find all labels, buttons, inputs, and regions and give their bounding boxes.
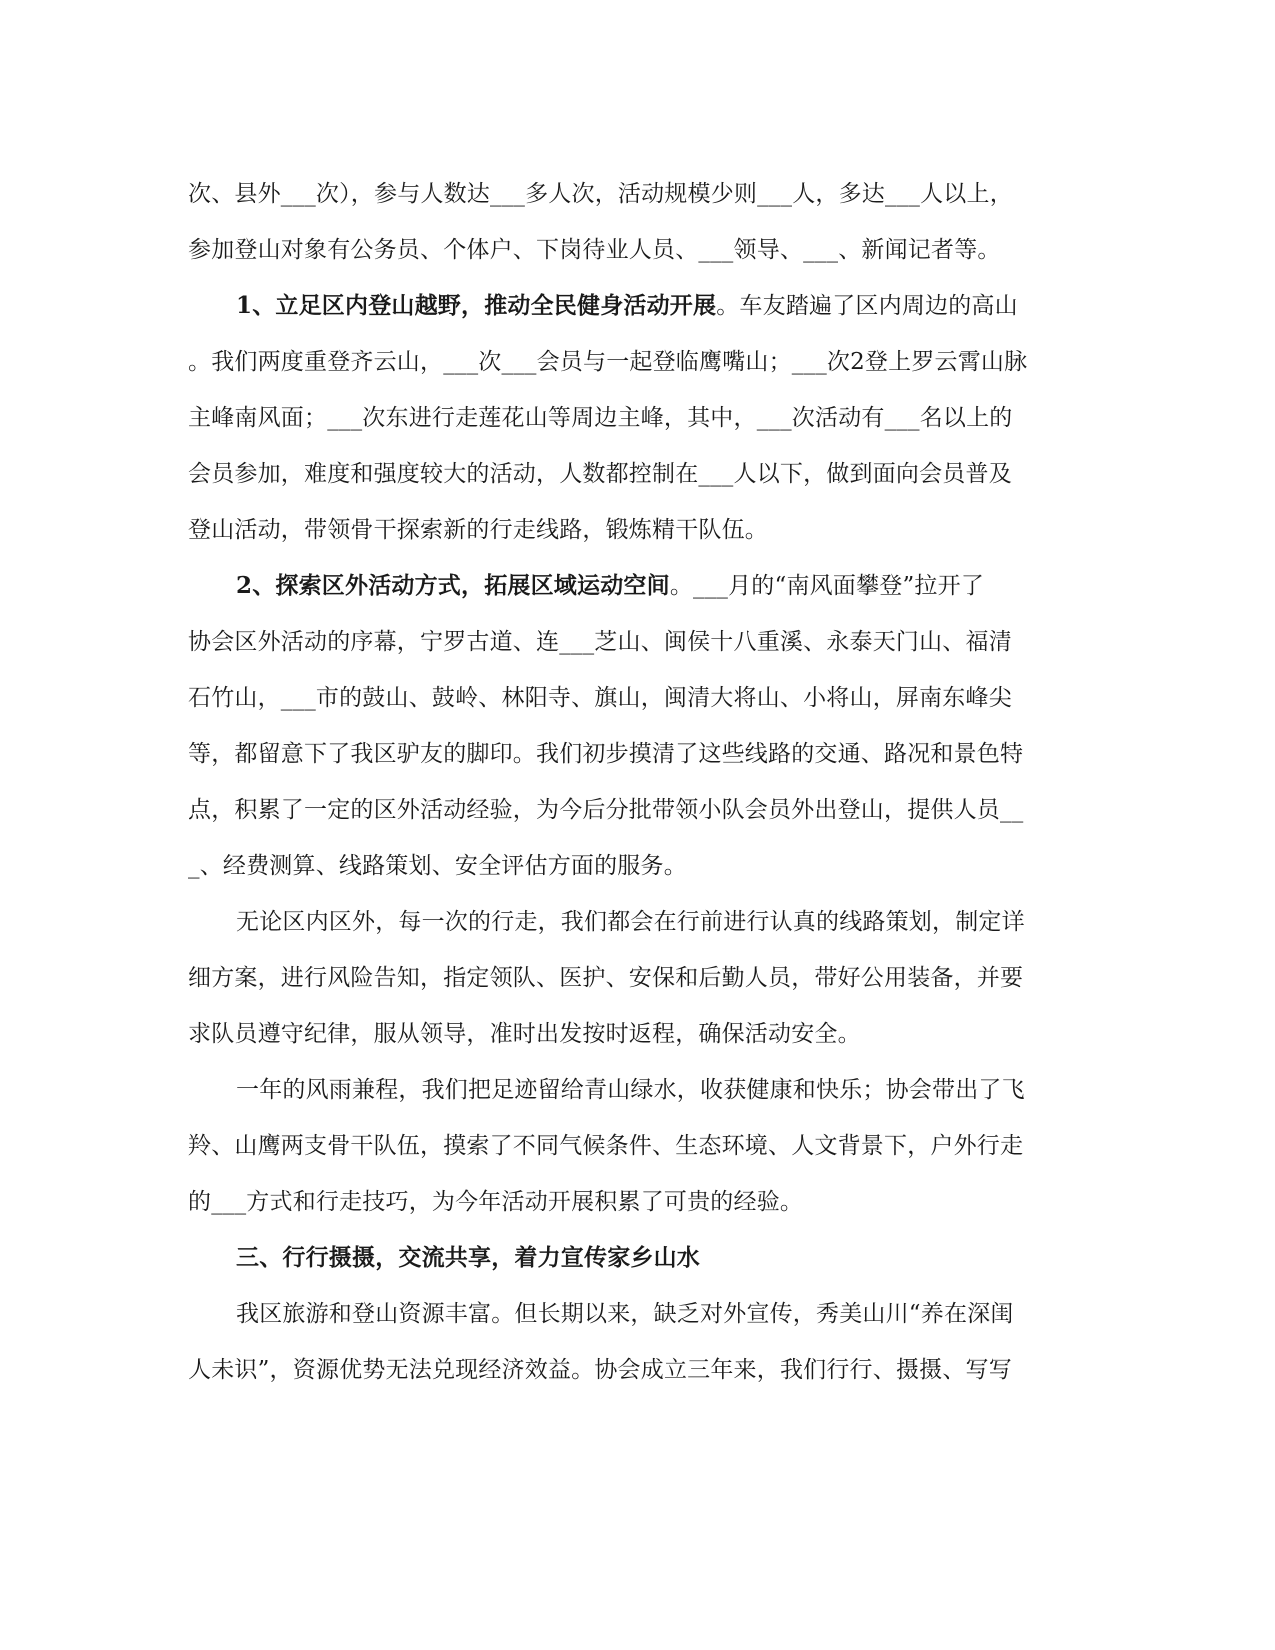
text-line: 点，积累了一定的区外活动经验，为今后分批带领小队会员外出登山，提供人员__ (188, 797, 1024, 823)
text-line: 会员参加，难度和强度较大的活动，人数都控制在___人以下，做到面向会员普及 (188, 461, 1012, 487)
text-line: 等，都留意下了我区驴友的脚印。我们初步摸清了这些线路的交通、路况和景色特 (188, 741, 1024, 767)
paragraph-heading: 1、立足区内登山越野，推动全民健身活动开展 (236, 292, 717, 319)
document-page (188, 166, 1088, 1398)
paragraph-text: 。___月的“南风面攀登”拉开了 (669, 573, 985, 599)
text-line: 参加登山对象有公务员、个体户、下岗待业人员、___领导、___、新闻记者等。 (188, 237, 1001, 263)
text-line: _、经费测算、线路策划、安全评估方面的服务。 (188, 853, 687, 879)
paragraph-first-line (188, 558, 1088, 614)
text-line: 。我们两度重登齐云山，___次___会员与一起登临鹰嘴山；___次2登上罗云霄山脉 (188, 349, 1028, 375)
text-line: 主峰南风面；___次东进行走莲花山等周边主峰，其中，___次活动有___名以上的 (188, 405, 1013, 431)
paragraph-heading: 2、探索区外活动方式，拓展区域运动空间 (236, 572, 670, 599)
text-line: 次、县外___次），参与人数达___多人次，活动规模少则___人，多达___人以上， (188, 181, 1013, 207)
text-line: 登山活动，带领骨干探索新的行走线路，锻炼精干队伍。 (188, 517, 768, 543)
paragraph-first-line: 一年的风雨兼程，我们把足迹留给青山绿水，收获健康和快乐；协会带出了飞 (236, 1077, 1025, 1103)
paragraph-text: 。车友踏遍了区内周边的高山 (716, 293, 1018, 319)
text-line: 石竹山，___市的鼓山、鼓岭、林阳寺、旗山，闽清大将山、小将山，屏南东峰尖 (188, 685, 1012, 711)
text-line: 求队员遵守纪律，服从领导，准时出发按时返程，确保活动安全。 (188, 1021, 861, 1047)
text-line: 协会区外活动的序幕，宁罗古道、连___芝山、闽侯十八重溪、永泰天门山、福清 (188, 629, 1012, 655)
text-line: 细方案，进行风险告知，指定领队、医护、安保和后勤人员，带好公用装备，并要 (188, 965, 1024, 991)
paragraph-first-line (188, 278, 1088, 334)
section-heading: 三、行行摄摄，交流共享，着力宣传家乡山水 (236, 1244, 700, 1271)
text-line: 的___方式和行走技巧，为今年活动开展积累了可贵的经验。 (188, 1189, 804, 1215)
text-line: 羚、山鹰两支骨干队伍，摸索了不同气候条件、生态环境、人文背景下，户外行走 (188, 1133, 1024, 1159)
paragraph-first-line: 无论区内区外，每一次的行走，我们都会在行前进行认真的线路策划，制定详 (236, 909, 1025, 935)
text-line: 人未识”，资源优势无法兑现经济效益。协会成立三年来，我们行行、摄摄、写写 (188, 1357, 1012, 1383)
paragraph-first-line: 我区旅游和登山资源丰富。但长期以来，缺乏对外宣传，秀美山川“养在深闺 (236, 1301, 1014, 1327)
